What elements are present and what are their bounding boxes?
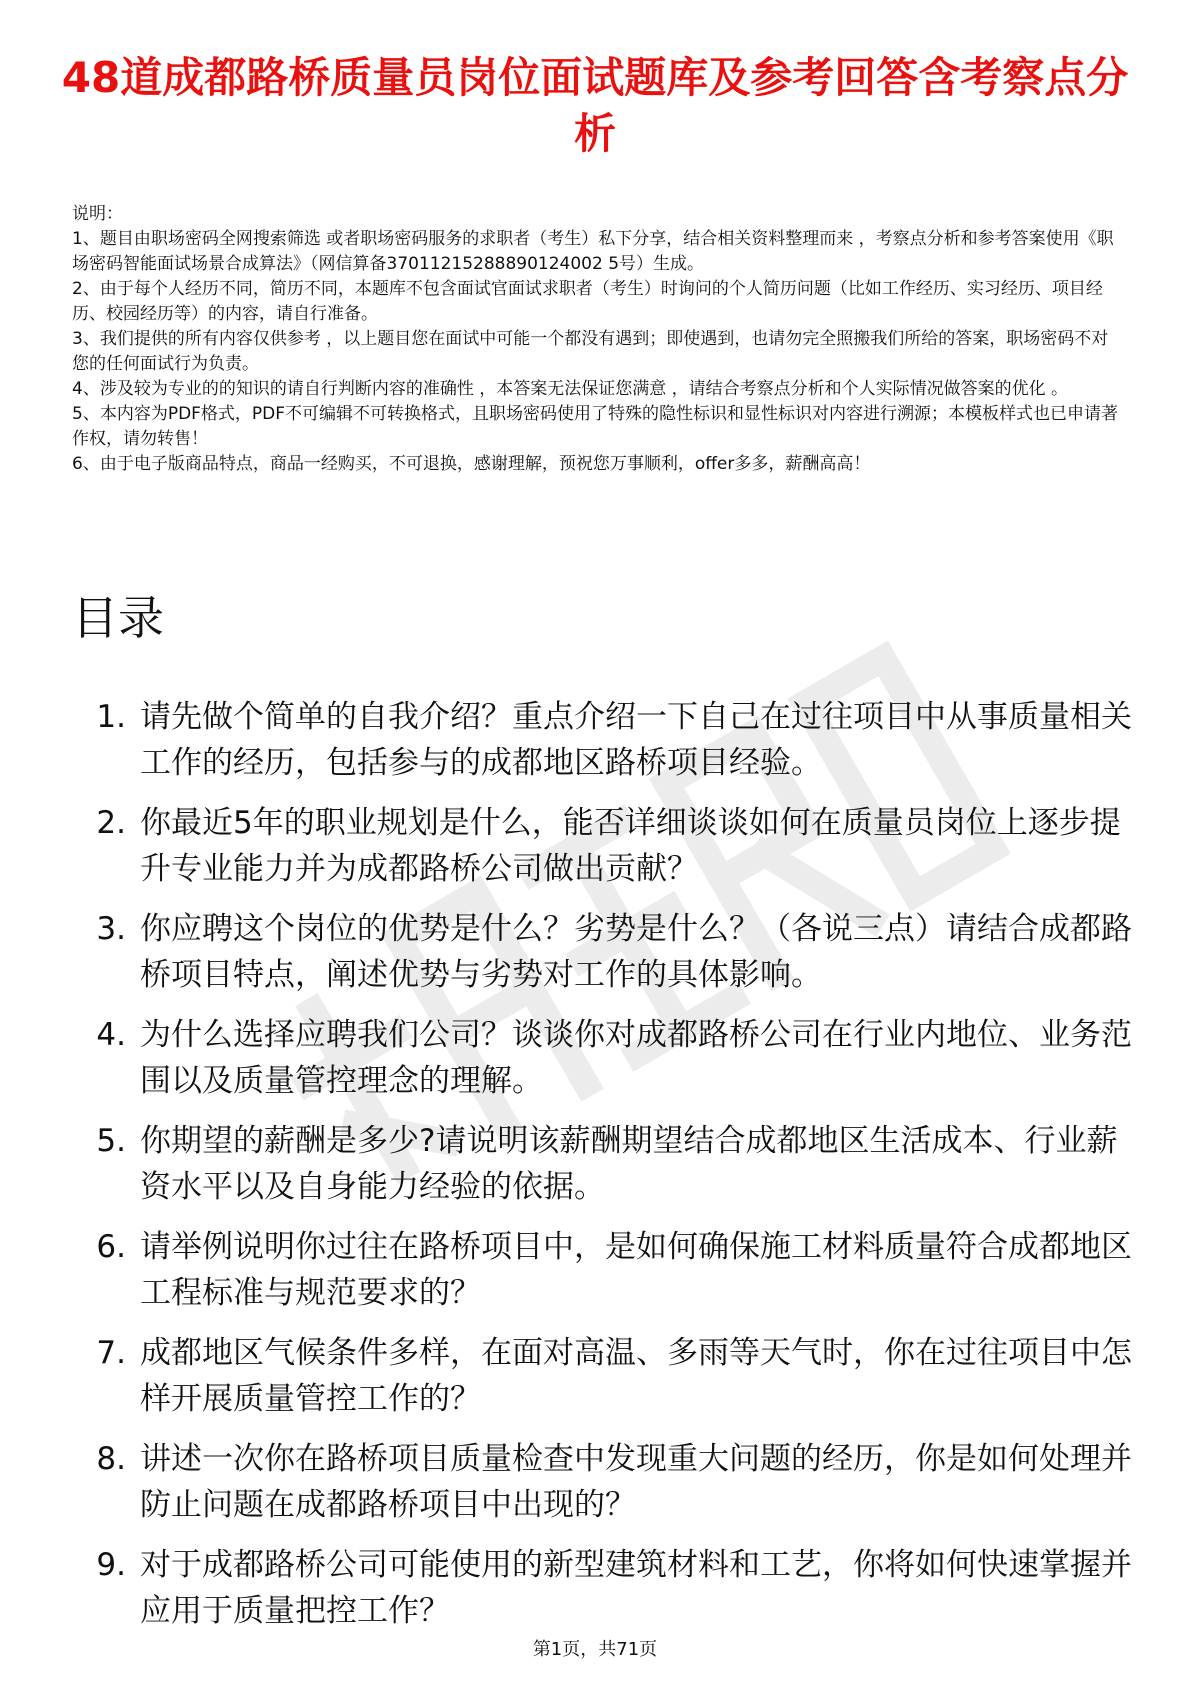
note-item: 1、题目由职场密码全网搜索筛选 或者职场密码服务的求职者（考生）私下分享，结合相关资料整理而来 ，考察点分析和参考答案使用《职场密码智能面试场景合成算法》（网信算备37011215288890124002 5号）生成。: [72, 229, 1114, 274]
question-item[interactable]: [72, 694, 1132, 786]
document-title: 48道成都路桥质量员岗位面试题库及参考回答含考察点分析: [61, 53, 1129, 158]
question-number: 5.: [96, 1123, 126, 1159]
question-list: [72, 694, 1132, 1648]
page-footer: 第1页，共71页: [532, 1639, 658, 1660]
question-number: 7.: [96, 1335, 126, 1371]
question-text: 请举例说明你过往在路桥项目中，是如何确保施工材料质量符合成都地区工程标准与规范要求的？: [140, 1229, 1132, 1311]
note-item: 5、本内容为PDF格式，PDF不可编辑不可转换格式，且职场密码使用了特殊的隐性标识和显性标识对内容进行溯源；本模板样式也已申请著作权，请勿转售！: [72, 404, 1119, 449]
note-item: 2、由于每个人经历不同，简历不同，本题库不包含面试官面试求职者（考生）时询问的个人简历问题（比如工作经历、实习经历、项目经历、校园经历等）的内容，请自行准备。: [72, 279, 1103, 324]
note-item: 3、我们提供的所有内容仅供参考 ，以上题目您在面试中可能一个都没有遇到；即使遇到，也请勿完全照搬我们所给的答案，职场密码不对您的任何面试行为负责。: [72, 329, 1109, 374]
question-item[interactable]: [72, 800, 1132, 892]
question-number: 2.: [96, 805, 126, 841]
toc-heading: 目录: [72, 591, 164, 645]
question-text: 成都地区气候条件多样，在面对高温、多雨等天气时，你在过往项目中怎样开展质量管控工作的？: [140, 1335, 1132, 1417]
question-number: 3.: [96, 911, 126, 947]
note-item: 6、由于电子版商品特点，商品一经购买，不可退换，感谢理解，预祝您万事顺利，offer多多，薪酬高高！: [72, 454, 871, 474]
question-item[interactable]: [72, 1330, 1132, 1422]
notes-section: [72, 202, 1124, 477]
question-number: 6.: [96, 1229, 126, 1265]
question-text: 你最近5年的职业规划是什么，能否详细谈谈如何在质量员岗位上逐步提升专业能力并为成都路桥公司做出贡献？: [140, 805, 1121, 887]
question-number: 4.: [96, 1017, 126, 1053]
question-number: 9.: [96, 1547, 126, 1583]
question-text: 请先做个简单的自我介绍？重点介绍一下自己在过往项目中从事质量相关工作的经历，包括参与的成都地区路桥项目经验。: [140, 699, 1132, 781]
question-item[interactable]: [72, 1436, 1132, 1528]
question-item[interactable]: [72, 1542, 1132, 1634]
question-item[interactable]: [72, 1118, 1132, 1210]
question-text: 你应聘这个岗位的优势是什么？劣势是什么？（各说三点）请结合成都路桥项目特点，阐述优势与劣势对工作的具体影响。: [140, 911, 1132, 993]
question-number: 8.: [96, 1441, 126, 1477]
question-text: 对于成都路桥公司可能使用的新型建筑材料和工艺，你将如何快速掌握并应用于质量把控工作？: [140, 1547, 1132, 1629]
question-text: 讲述一次你在路桥项目质量检查中发现重大问题的经历，你是如何处理并防止问题在成都路桥项目中出现的？: [140, 1441, 1132, 1523]
question-item[interactable]: [72, 906, 1132, 998]
note-item: 4、涉及较为专业的的知识的请自行判断内容的准确性 ，本答案无法保证您满意 ，请结合考察点分析和个人实际情况做答案的优化 。: [72, 379, 1069, 399]
notes-heading: 说明：: [72, 204, 123, 224]
question-item[interactable]: [72, 1224, 1132, 1316]
question-item[interactable]: [72, 1012, 1132, 1104]
question-text: 你期望的薪酬是多少?请说明该薪酬期望结合成都地区生活成本、行业薪资水平以及自身能力经验的依据。: [140, 1123, 1118, 1205]
question-text: 为什么选择应聘我们公司？谈谈你对成都路桥公司在行业内地位、业务范围以及质量管控理念的理解。: [140, 1017, 1132, 1099]
question-number: 1.: [96, 699, 126, 735]
